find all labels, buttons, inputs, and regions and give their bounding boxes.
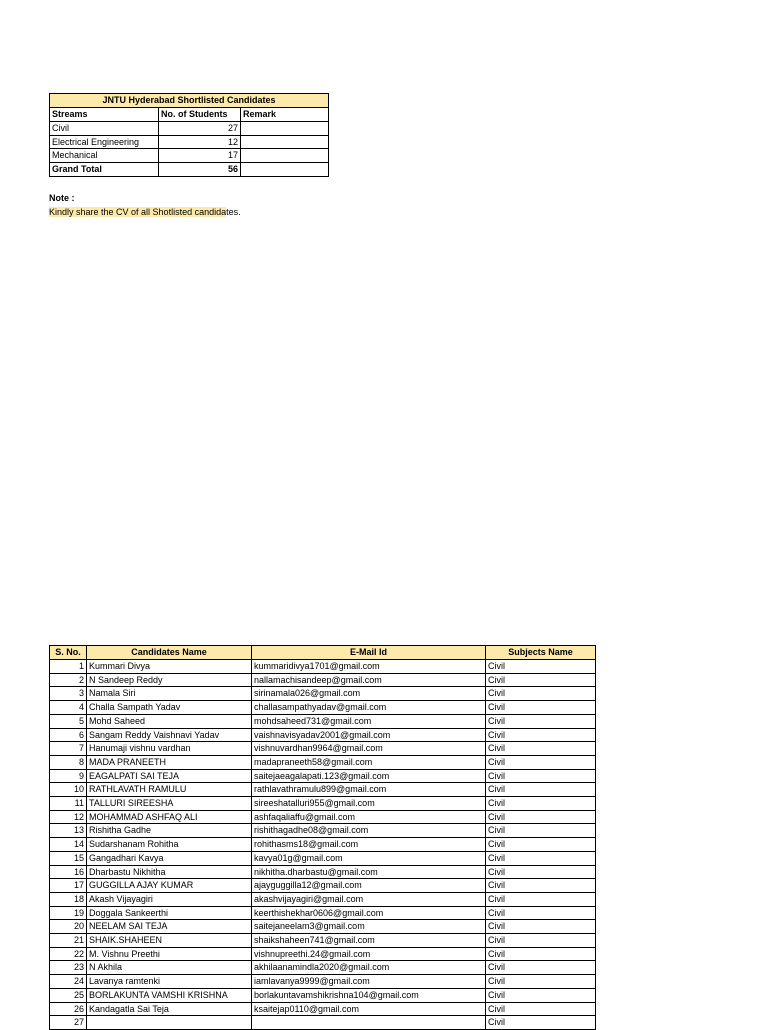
note-block — [49, 192, 241, 219]
candidate-name: Sudarshanam Rohitha — [87, 838, 252, 852]
note-text — [49, 206, 241, 219]
candidate-email: akhilaanamindla2020@gmail.com — [252, 961, 486, 975]
candidate-sno: 10 — [50, 783, 87, 797]
candidate-sno: 25 — [50, 988, 87, 1002]
table-row — [50, 934, 596, 948]
table-row — [50, 714, 596, 728]
table-row — [50, 906, 596, 920]
student-count: 27 — [159, 121, 241, 135]
table-row — [50, 701, 596, 715]
candidate-name — [87, 1016, 252, 1030]
stream-name: Civil — [50, 121, 159, 135]
candidate-name: Rishitha Gadhe — [87, 824, 252, 838]
table-row — [50, 755, 596, 769]
header-remark: Remark — [241, 108, 329, 122]
table-row — [50, 975, 596, 989]
candidate-name: Dharbastu Nikhitha — [87, 865, 252, 879]
candidate-name: M. Vishnu Preethi — [87, 947, 252, 961]
candidate-email: kummaridivya1701@gmail.com — [252, 660, 486, 674]
header-email-id: E-Mail Id — [252, 646, 486, 660]
candidate-email: sirinamala026@gmail.com — [252, 687, 486, 701]
candidate-subject: Civil — [486, 810, 596, 824]
remark — [241, 121, 329, 135]
candidate-sno: 13 — [50, 824, 87, 838]
candidate-email: borlakuntavamshikrishna104@gmail.com — [252, 988, 486, 1002]
candidate-sno: 12 — [50, 810, 87, 824]
table-row — [50, 728, 596, 742]
candidate-name: N Sandeep Reddy — [87, 673, 252, 687]
candidate-name: Mohd Saheed — [87, 714, 252, 728]
candidate-name: Kandagatla Sai Teja — [87, 1002, 252, 1016]
candidate-subject: Civil — [486, 1002, 596, 1016]
shortlist-summary-table — [49, 93, 329, 177]
table-row — [50, 947, 596, 961]
summary-row — [50, 135, 329, 149]
candidate-subject: Civil — [486, 687, 596, 701]
candidate-name: BORLAKUNTA VAMSHI KRISHNA — [87, 988, 252, 1002]
candidate-subject: Civil — [486, 1016, 596, 1030]
table-row — [50, 920, 596, 934]
candidate-email: rathlavathramulu899@gmail.com — [252, 783, 486, 797]
table-row — [50, 838, 596, 852]
grand-total-label: Grand Total — [50, 163, 159, 177]
grand-total-remark — [241, 163, 329, 177]
candidate-name: RATHLAVATH RAMULU — [87, 783, 252, 797]
table-row — [50, 687, 596, 701]
table-row — [50, 892, 596, 906]
candidate-name: Sangam Reddy Vaishnavi Yadav — [87, 728, 252, 742]
candidate-sno: 8 — [50, 755, 87, 769]
candidates-body — [50, 660, 596, 1030]
candidate-subject: Civil — [486, 660, 596, 674]
grand-total-row — [50, 163, 329, 177]
candidate-subject: Civil — [486, 755, 596, 769]
student-count: 12 — [159, 135, 241, 149]
candidate-email: ksaitejap0110@gmail.com — [252, 1002, 486, 1016]
table-row — [50, 879, 596, 893]
header-subjects-name: Subjects Name — [486, 646, 596, 660]
remark — [241, 149, 329, 163]
candidates-table — [49, 645, 596, 1030]
table-row — [50, 673, 596, 687]
candidate-subject: Civil — [486, 947, 596, 961]
candidate-sno: 6 — [50, 728, 87, 742]
candidate-email: sireeshatalluri955@gmail.com — [252, 797, 486, 811]
candidate-subject: Civil — [486, 673, 596, 687]
candidate-name: NEELAM SAI TEJA — [87, 920, 252, 934]
student-count: 17 — [159, 149, 241, 163]
note-label: Note : — [49, 193, 75, 203]
table-row — [50, 961, 596, 975]
candidate-sno: 2 — [50, 673, 87, 687]
header-streams: Streams — [50, 108, 159, 122]
summary-title: JNTU Hyderabad Shortlisted Candidates — [50, 94, 329, 108]
candidate-subject: Civil — [486, 714, 596, 728]
candidate-name: Namala Siri — [87, 687, 252, 701]
candidate-email: akashvijayagiri@gmail.com — [252, 892, 486, 906]
candidate-subject: Civil — [486, 961, 596, 975]
candidate-email: saitejaneelam3@gmail.com — [252, 920, 486, 934]
candidates-header-row — [50, 646, 596, 660]
candidate-sno: 22 — [50, 947, 87, 961]
candidate-sno: 7 — [50, 742, 87, 756]
candidate-email: iamlavanya9999@gmail.com — [252, 975, 486, 989]
candidate-sno: 14 — [50, 838, 87, 852]
candidate-name: Doggala Sankeerthi — [87, 906, 252, 920]
candidate-email: mohdsaheed731@gmail.com — [252, 714, 486, 728]
candidate-subject: Civil — [486, 797, 596, 811]
candidate-subject: Civil — [486, 838, 596, 852]
candidate-sno: 4 — [50, 701, 87, 715]
summary-row — [50, 121, 329, 135]
candidate-subject: Civil — [486, 920, 596, 934]
candidate-name: Kummari Divya — [87, 660, 252, 674]
table-row — [50, 824, 596, 838]
candidate-sno: 18 — [50, 892, 87, 906]
candidate-subject: Civil — [486, 824, 596, 838]
summary-header-row — [50, 108, 329, 122]
candidate-sno: 3 — [50, 687, 87, 701]
candidate-name: MADA PRANEETH — [87, 755, 252, 769]
candidate-subject: Civil — [486, 934, 596, 948]
candidate-subject: Civil — [486, 769, 596, 783]
candidate-sno: 26 — [50, 1002, 87, 1016]
table-row — [50, 1016, 596, 1030]
candidate-name: Challa Sampath Yadav — [87, 701, 252, 715]
candidate-subject: Civil — [486, 783, 596, 797]
candidate-subject: Civil — [486, 892, 596, 906]
table-row — [50, 810, 596, 824]
candidate-subject: Civil — [486, 865, 596, 879]
header-candidate-name: Candidates Name — [87, 646, 252, 660]
candidate-name: EAGALPATI SAI TEJA — [87, 769, 252, 783]
table-row — [50, 865, 596, 879]
candidate-subject: Civil — [486, 975, 596, 989]
table-row — [50, 1002, 596, 1016]
candidate-subject: Civil — [486, 879, 596, 893]
candidate-sno: 16 — [50, 865, 87, 879]
note-text-highlighted: Kindly share the CV of all Shotlisted candida — [49, 207, 227, 217]
candidate-sno: 27 — [50, 1016, 87, 1030]
candidate-subject: Civil — [486, 988, 596, 1002]
table-row — [50, 851, 596, 865]
candidate-email: rishithagadhe08@gmail.com — [252, 824, 486, 838]
stream-name: Electrical Engineering — [50, 135, 159, 149]
table-row — [50, 988, 596, 1002]
table-row — [50, 769, 596, 783]
candidate-email: kavya01g@gmail.com — [252, 851, 486, 865]
candidate-subject: Civil — [486, 701, 596, 715]
candidate-email: rohithasms18@gmail.com — [252, 838, 486, 852]
candidate-sno: 20 — [50, 920, 87, 934]
candidate-subject: Civil — [486, 728, 596, 742]
candidate-email: nikhitha.dharbastu@gmail.com — [252, 865, 486, 879]
candidate-sno: 23 — [50, 961, 87, 975]
candidate-email: vaishnavisyadav2001@gmail.com — [252, 728, 486, 742]
header-sno: S. No. — [50, 646, 87, 660]
candidate-name: TALLURI SIREESHA — [87, 797, 252, 811]
candidate-email: ashfaqaliaffu@gmail.com — [252, 810, 486, 824]
remark — [241, 135, 329, 149]
candidate-sno: 15 — [50, 851, 87, 865]
candidate-name: Hanumaji vishnu vardhan — [87, 742, 252, 756]
stream-name: Mechanical — [50, 149, 159, 163]
candidate-subject: Civil — [486, 906, 596, 920]
candidate-sno: 19 — [50, 906, 87, 920]
candidate-email: shaikshaheen741@gmail.com — [252, 934, 486, 948]
candidate-name: MOHAMMAD ASHFAQ ALI — [87, 810, 252, 824]
candidate-sno: 1 — [50, 660, 87, 674]
table-row — [50, 797, 596, 811]
candidate-email: ajayguggilla12@gmail.com — [252, 879, 486, 893]
candidate-email: madapraneeth58@gmail.com — [252, 755, 486, 769]
candidate-sno: 17 — [50, 879, 87, 893]
table-row — [50, 783, 596, 797]
candidate-name: Lavanya ramtenki — [87, 975, 252, 989]
candidate-name: Akash Vijayagiri — [87, 892, 252, 906]
candidate-email: challasampathyadav@gmail.com — [252, 701, 486, 715]
candidate-email: vishnuvardhan9964@gmail.com — [252, 742, 486, 756]
note-text-rest: tes. — [226, 207, 241, 217]
candidate-sno: 9 — [50, 769, 87, 783]
table-row — [50, 742, 596, 756]
candidate-subject: Civil — [486, 851, 596, 865]
summary-title-row — [50, 94, 329, 108]
grand-total-count: 56 — [159, 163, 241, 177]
candidate-name: Gangadhari Kavya — [87, 851, 252, 865]
candidate-email: nallamachisandeep@gmail.com — [252, 673, 486, 687]
summary-row — [50, 149, 329, 163]
header-no-of-students: No. of Students — [159, 108, 241, 122]
candidate-email: saitejaeagalapati.123@gmail.com — [252, 769, 486, 783]
candidate-name: GUGGILLA AJAY KUMAR — [87, 879, 252, 893]
candidate-email: vishnupreethi.24@gmail.com — [252, 947, 486, 961]
candidate-sno: 21 — [50, 934, 87, 948]
candidate-sno: 5 — [50, 714, 87, 728]
table-row — [50, 660, 596, 674]
candidate-name: SHAIK.SHAHEEN — [87, 934, 252, 948]
candidate-email — [252, 1016, 486, 1030]
candidate-subject: Civil — [486, 742, 596, 756]
candidate-email: keerthishekhar0606@gmail.com — [252, 906, 486, 920]
candidate-sno: 11 — [50, 797, 87, 811]
candidate-name: N Akhila — [87, 961, 252, 975]
candidate-sno: 24 — [50, 975, 87, 989]
